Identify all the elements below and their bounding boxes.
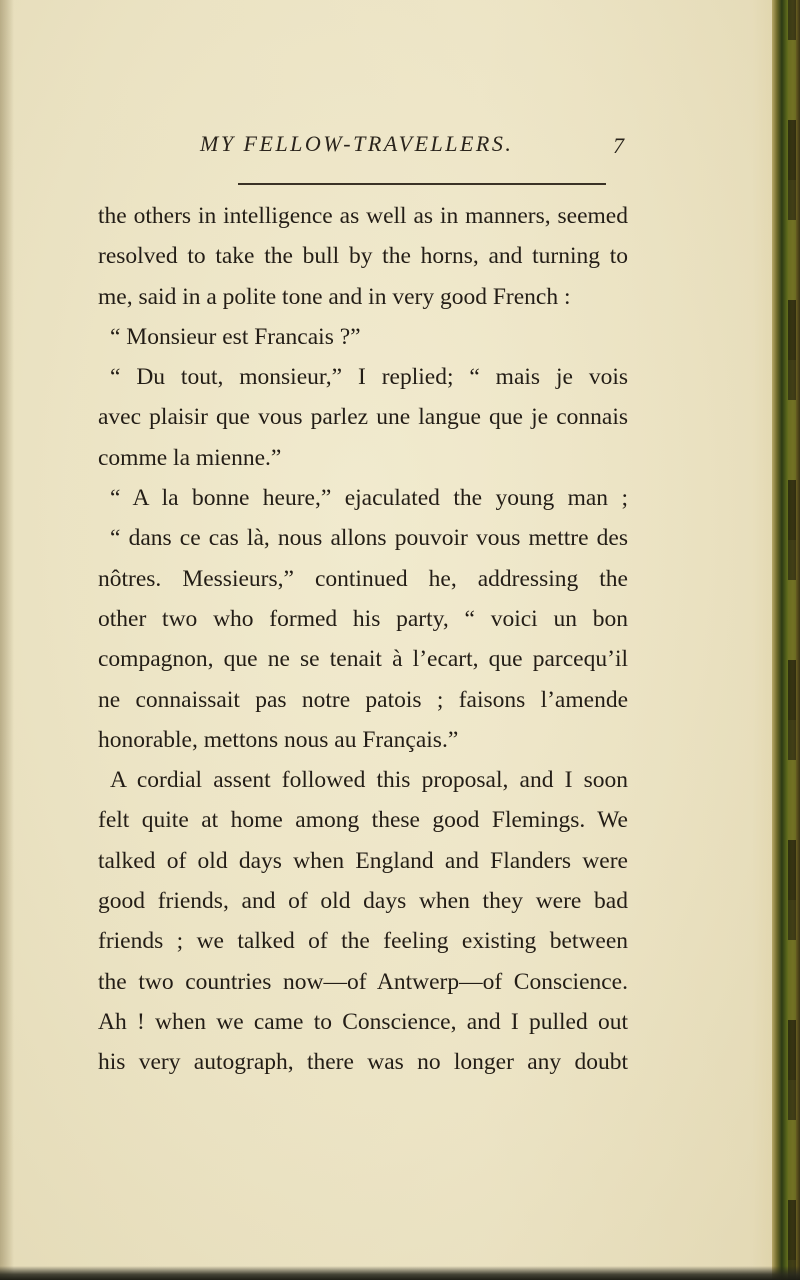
text-line: felt quite at home among these good Flemings. We <box>98 807 628 834</box>
text-line: his very autograph, there was no longer any doubt <box>98 1049 628 1076</box>
text-line: me, said in a polite tone and in very good French : <box>98 283 571 310</box>
text-line: ne connaissait pas notre patois ; faisons l’amende <box>98 686 628 713</box>
text-line: the others in intelligence as well as in manners, seemed <box>98 203 628 229</box>
gutter-shadow <box>0 0 14 1280</box>
running-head: MY FELLOW-TRAVELLERS. <box>200 131 514 156</box>
text-line: “ dans ce cas là, nous allons pouvoir vous mettre des <box>110 525 628 552</box>
text-line: A cordial assent followed this proposal, and I soon <box>110 767 628 794</box>
text-line: honorable, mettons nous au Français.” <box>98 726 459 753</box>
text-line: “ Du tout, monsieur,” I replied; “ mais je vois <box>110 364 628 391</box>
page-header <box>110 131 710 171</box>
text-line: avec plaisir que vous parlez une langue que je connais <box>98 404 628 431</box>
text-line: “ A la bonne heure,” ejaculated the young man ; <box>110 485 628 512</box>
page-number: 7 <box>613 133 624 158</box>
text-line: “ Monsieur est Francais ?” <box>110 323 361 350</box>
text-line: good friends, and of old days when they were bad <box>98 888 628 915</box>
page-bottom-shadow <box>0 1266 800 1280</box>
text-line: the two countries now—of Antwerp—of Conscience. <box>98 968 628 995</box>
text-line: other two who formed his party, “ voici un bon <box>98 605 628 632</box>
text-line: compagnon, que ne se tenait à l’ecart, que parcequ’il <box>98 646 628 673</box>
text-line: resolved to take the bull by the horns, and turning to <box>98 243 628 270</box>
body-text <box>98 196 628 1083</box>
text-line: talked of old days when England and Flanders were <box>98 847 628 874</box>
page-edge-stripe <box>788 0 796 1280</box>
text-line: friends ; we talked of the feeling existing between <box>98 928 628 955</box>
text-line: comme la mienne.” <box>98 444 282 471</box>
text-line: Ah ! when we came to Conscience, and I pulled out <box>98 1008 628 1035</box>
text-line: nôtres. Messieurs,” continued he, addressing the <box>98 565 628 592</box>
header-rule <box>238 183 606 185</box>
